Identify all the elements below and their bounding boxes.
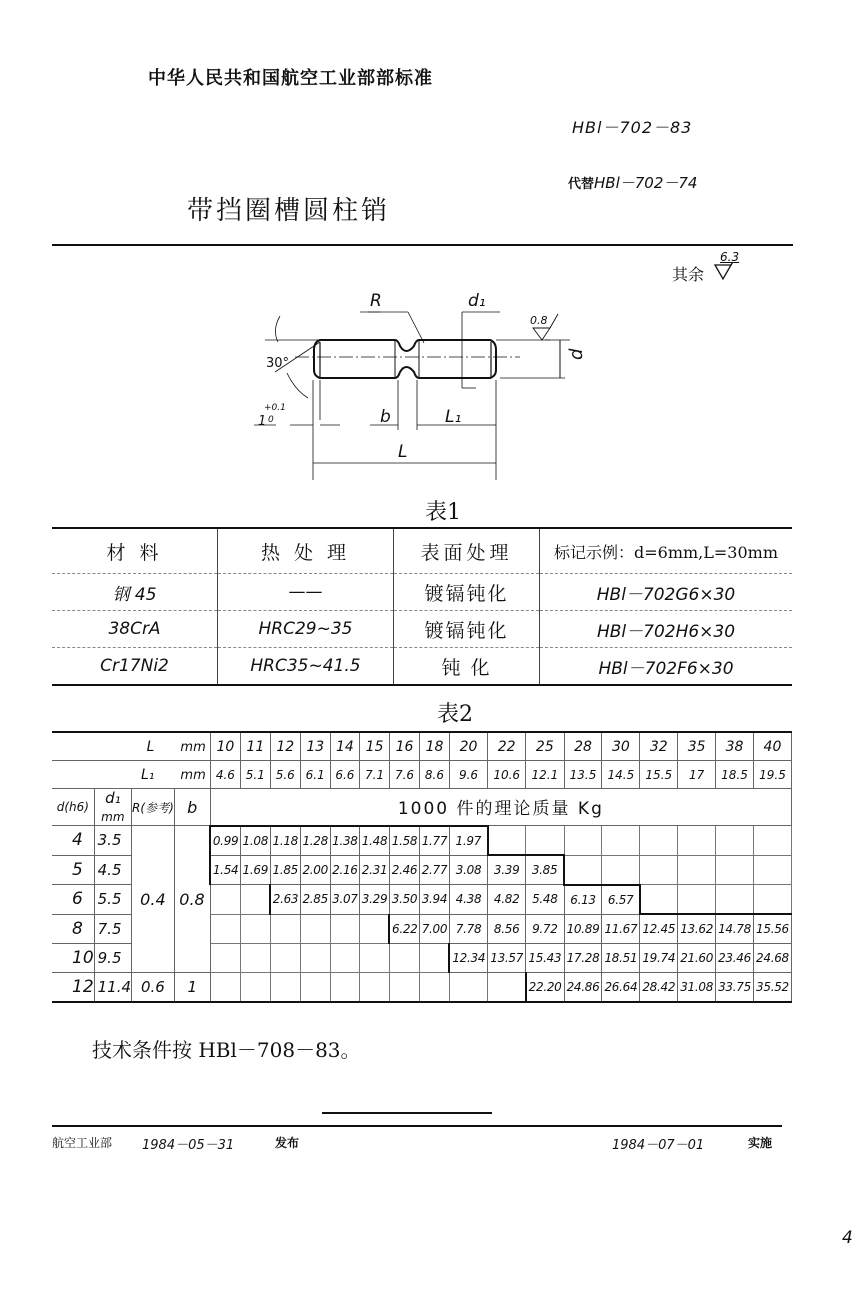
- empty-cell: [753, 855, 791, 885]
- header-rule: [52, 244, 793, 246]
- empty-cell: [270, 914, 300, 944]
- replaces-prefix: 代替: [568, 177, 595, 192]
- L-value: 35: [678, 732, 716, 761]
- empty-cell: [240, 885, 270, 915]
- mass-value: 7.00: [420, 914, 450, 944]
- end-rule: [322, 1112, 492, 1114]
- L-value: 28: [564, 732, 602, 761]
- L1-label: L₁ mm: [52, 761, 210, 789]
- mass-value: 12.45: [640, 914, 678, 944]
- empty-cell: [420, 944, 450, 973]
- empty-cell: [389, 944, 419, 973]
- mass-value: 3.08: [449, 855, 487, 885]
- empty-cell: [389, 973, 419, 1003]
- table2-caption: 表2: [437, 702, 473, 727]
- mass-value: 1.08: [240, 826, 270, 856]
- replaces-number: HBl－702－74: [594, 174, 698, 192]
- empty-cell: [360, 914, 390, 944]
- empty-cell: [360, 973, 390, 1003]
- empty-cell: [240, 944, 270, 973]
- svg-text:R: R: [370, 291, 382, 311]
- L1-value: 15.5: [640, 761, 678, 789]
- mass-value: 28.42: [640, 973, 678, 1003]
- empty-cell: [564, 855, 602, 885]
- pin-drawing: [220, 270, 600, 480]
- L1-value: 14.5: [602, 761, 640, 789]
- cell-material: 钢 45: [52, 574, 218, 611]
- cell-heat-treatment: ——: [218, 574, 394, 611]
- empty-cell: [270, 944, 300, 973]
- L-value: 38: [716, 732, 754, 761]
- empty-cell: [270, 973, 300, 1003]
- cell-marking: HBl－702H6×30: [540, 611, 793, 648]
- mass-value: 14.78: [716, 914, 754, 944]
- column-header-row: [52, 789, 792, 826]
- mass-value: 31.08: [678, 973, 716, 1003]
- mass-value: 22.20: [526, 973, 564, 1003]
- issuing-organization: 中华人民共和国航空工业部部标准: [148, 68, 433, 89]
- L1-value: 18.5: [716, 761, 754, 789]
- table-row: [52, 973, 792, 1003]
- roughness-symbol-icon: [713, 263, 739, 283]
- mass-value: 12.34: [449, 944, 487, 973]
- mass-value: 3.29: [360, 885, 390, 915]
- empty-cell: [488, 973, 526, 1003]
- cell-d: 6: [52, 885, 94, 915]
- svg-text:1: 1: [258, 414, 267, 429]
- mass-value: 6.13: [564, 885, 602, 915]
- mass-title: 1000 件的理论质量 Kg: [210, 789, 791, 826]
- mass-value: 9.72: [526, 914, 564, 944]
- mass-value: 4.82: [488, 885, 526, 915]
- L1-value: 8.6: [420, 761, 450, 789]
- empty-cell: [640, 855, 678, 885]
- L-value: 13: [300, 732, 330, 761]
- L1-value: 7.1: [360, 761, 390, 789]
- mass-value: 1.48: [360, 826, 390, 856]
- header-d: d(h6): [52, 789, 94, 826]
- header-material: 材 料: [106, 541, 163, 564]
- cell-R: 0.4: [132, 826, 175, 973]
- L-value: 10: [210, 732, 240, 761]
- empty-cell: [488, 826, 526, 856]
- cell-d: 12: [52, 973, 94, 1003]
- mass-value: 17.28: [564, 944, 602, 973]
- L-value: 14: [330, 732, 360, 761]
- mass-value: 19.74: [640, 944, 678, 973]
- footer-rule: [52, 1125, 782, 1127]
- svg-text:0: 0: [268, 415, 274, 425]
- cell-d1: 3.5: [94, 826, 131, 856]
- empty-cell: [240, 973, 270, 1003]
- empty-cell: [526, 826, 564, 856]
- L-value: 15: [360, 732, 390, 761]
- L1-value: 5.1: [240, 761, 270, 789]
- empty-cell: [330, 973, 360, 1003]
- L1-value: 12.1: [526, 761, 564, 789]
- L1-value: 7.6: [389, 761, 419, 789]
- mass-value: 2.77: [420, 855, 450, 885]
- mass-value: 8.56: [488, 914, 526, 944]
- mass-value: 33.75: [716, 973, 754, 1003]
- footer-issue-date: 1984－05－31: [142, 1138, 235, 1153]
- L1-value: 4.6: [210, 761, 240, 789]
- empty-cell: [753, 885, 791, 915]
- L1-value: 9.6: [449, 761, 487, 789]
- L-value: 11: [240, 732, 270, 761]
- table1-caption: 表1: [425, 500, 461, 525]
- mass-value: 6.22: [389, 914, 419, 944]
- L-label: L mm: [52, 732, 210, 761]
- mass-value: 2.85: [300, 885, 330, 915]
- footer-effective-label: 实施: [748, 1136, 773, 1150]
- mass-value: 1.97: [449, 826, 487, 856]
- material-table: [52, 527, 792, 686]
- mass-value: 1.54: [210, 855, 240, 885]
- mass-value: 0.99: [210, 826, 240, 856]
- svg-text:d: d: [566, 348, 587, 360]
- mass-value: 1.38: [330, 826, 360, 856]
- cell-marking: HBl－702F6×30: [540, 648, 793, 686]
- L-value: 20: [449, 732, 487, 761]
- empty-cell: [330, 914, 360, 944]
- L-value: 18: [420, 732, 450, 761]
- empty-cell: [716, 885, 754, 915]
- mass-value: 1.18: [270, 826, 300, 856]
- header-marking-example: 标记示例：d=6mm,L=30mm: [540, 528, 793, 574]
- empty-cell: [678, 855, 716, 885]
- svg-text:b: b: [380, 407, 391, 427]
- mass-value: 18.51: [602, 944, 640, 973]
- cell-d1: 4.5: [94, 855, 131, 885]
- cell-d1: 11.4: [94, 973, 131, 1003]
- empty-cell: [210, 885, 240, 915]
- mass-value: 1.28: [300, 826, 330, 856]
- empty-cell: [602, 855, 640, 885]
- mass-value: 2.00: [300, 855, 330, 885]
- cell-d: 10: [52, 944, 94, 973]
- mass-table: [52, 731, 792, 1003]
- header-surface-treatment: 表面处理: [394, 528, 540, 574]
- mass-value: 15.56: [753, 914, 791, 944]
- empty-cell: [640, 826, 678, 856]
- mass-value: 24.86: [564, 973, 602, 1003]
- L1-value: 6.1: [300, 761, 330, 789]
- cell-surface-treatment: 镀镉钝化: [394, 611, 540, 648]
- mass-value: 3.39: [488, 855, 526, 885]
- mass-value: 3.85: [526, 855, 564, 885]
- mass-value: 10.89: [564, 914, 602, 944]
- header-b: b: [174, 789, 210, 826]
- cell-d: 4: [52, 826, 94, 856]
- L-value: 30: [602, 732, 640, 761]
- empty-cell: [678, 826, 716, 856]
- roughness-label: 其余: [672, 265, 705, 284]
- empty-cell: [678, 885, 716, 915]
- cell-d1: 7.5: [94, 914, 131, 944]
- svg-text:L₁: L₁: [445, 407, 462, 427]
- header-R: R(参考): [132, 789, 175, 826]
- mass-value: 5.48: [526, 885, 564, 915]
- cell-surface-treatment: 镀镉钝化: [394, 574, 540, 611]
- L-value: 40: [753, 732, 791, 761]
- empty-cell: [449, 973, 487, 1003]
- mass-value: 24.68: [753, 944, 791, 973]
- footer-effective-date: 1984－07－01: [612, 1138, 705, 1153]
- mass-value: 2.46: [389, 855, 419, 885]
- cell-d: 5: [52, 855, 94, 885]
- mass-value: 6.57: [602, 885, 640, 915]
- svg-text:0.8: 0.8: [530, 314, 548, 327]
- empty-cell: [360, 944, 390, 973]
- footer-issuer: 航空工业部: [52, 1136, 113, 1150]
- mass-value: 23.46: [716, 944, 754, 973]
- cell-marking: HBl－702G6×30: [540, 574, 793, 611]
- svg-text:L: L: [398, 442, 408, 462]
- L1-value: 5.6: [270, 761, 300, 789]
- cell-heat-treatment: HRC35~41.5: [218, 648, 394, 686]
- L-value: 22: [488, 732, 526, 761]
- cell-material: 38CrA: [52, 611, 218, 648]
- length-L1-row: [52, 761, 792, 789]
- table-header-row: [52, 528, 792, 574]
- replaces-standard: [568, 172, 697, 193]
- mass-value: 3.50: [389, 885, 419, 915]
- empty-cell: [753, 826, 791, 856]
- svg-text:+0.1: +0.1: [264, 403, 286, 413]
- page-number: 4: [842, 1228, 853, 1248]
- mass-value: 7.78: [449, 914, 487, 944]
- cell-d1: 9.5: [94, 944, 131, 973]
- mass-value: 21.60: [678, 944, 716, 973]
- L1-value: 6.6: [330, 761, 360, 789]
- header-heat-treatment: 热 处 理: [218, 528, 394, 574]
- technical-conditions: 技术条件按 HBl－708－83。: [92, 1038, 361, 1062]
- L-value: 12: [270, 732, 300, 761]
- cell-b: 0.8: [174, 826, 210, 973]
- mass-value: 1.58: [389, 826, 419, 856]
- empty-cell: [330, 944, 360, 973]
- mass-value: 1.77: [420, 826, 450, 856]
- L1-value: 10.6: [488, 761, 526, 789]
- document-title: 带挡圈槽圆柱销: [187, 196, 391, 226]
- cell-R: 0.6: [132, 973, 175, 1003]
- mass-value: 26.64: [602, 973, 640, 1003]
- mass-value: 11.67: [602, 914, 640, 944]
- length-L-row: [52, 732, 792, 761]
- empty-cell: [300, 973, 330, 1003]
- L1-value: 13.5: [564, 761, 602, 789]
- empty-cell: [564, 826, 602, 856]
- mass-value: 1.85: [270, 855, 300, 885]
- standard-number: HBl－702－83: [572, 118, 693, 137]
- empty-cell: [716, 855, 754, 885]
- mass-value: 2.63: [270, 885, 300, 915]
- empty-cell: [716, 826, 754, 856]
- mass-value: 13.62: [678, 914, 716, 944]
- table-row: [52, 826, 792, 856]
- cell-heat-treatment: HRC29~35: [218, 611, 394, 648]
- mass-value: 3.94: [420, 885, 450, 915]
- mass-value: 3.07: [330, 885, 360, 915]
- cell-d1: 5.5: [94, 885, 131, 915]
- L-value: 16: [389, 732, 419, 761]
- empty-cell: [240, 914, 270, 944]
- L1-value: 17: [678, 761, 716, 789]
- mass-value: 35.52: [753, 973, 791, 1003]
- empty-cell: [210, 944, 240, 973]
- L-value: 25: [526, 732, 564, 761]
- empty-cell: [300, 914, 330, 944]
- svg-text:d₁: d₁: [468, 291, 486, 311]
- empty-cell: [420, 973, 450, 1003]
- table-row: [52, 648, 792, 686]
- empty-cell: [602, 826, 640, 856]
- general-roughness: [672, 250, 740, 285]
- mass-value: 4.38: [449, 885, 487, 915]
- mass-value: 1.69: [240, 855, 270, 885]
- empty-cell: [210, 914, 240, 944]
- cell-b: 1: [174, 973, 210, 1003]
- empty-cell: [210, 973, 240, 1003]
- cell-material: Cr17Ni2: [52, 648, 218, 686]
- footer-issue-label: 发布: [275, 1136, 300, 1150]
- roughness-value: 6.3: [720, 250, 740, 264]
- table-row: [52, 611, 792, 648]
- L-value: 32: [640, 732, 678, 761]
- mass-value: 2.16: [330, 855, 360, 885]
- cell-surface-treatment: 钝 化: [394, 648, 540, 686]
- empty-cell: [640, 885, 678, 915]
- cell-d: 8: [52, 914, 94, 944]
- L1-value: 19.5: [753, 761, 791, 789]
- mass-value: 15.43: [526, 944, 564, 973]
- mass-value: 13.57: [488, 944, 526, 973]
- mass-value: 2.31: [360, 855, 390, 885]
- svg-text:30°: 30°: [266, 356, 290, 371]
- empty-cell: [300, 944, 330, 973]
- table-row: [52, 574, 792, 611]
- header-d1: d₁ mm: [94, 789, 131, 826]
